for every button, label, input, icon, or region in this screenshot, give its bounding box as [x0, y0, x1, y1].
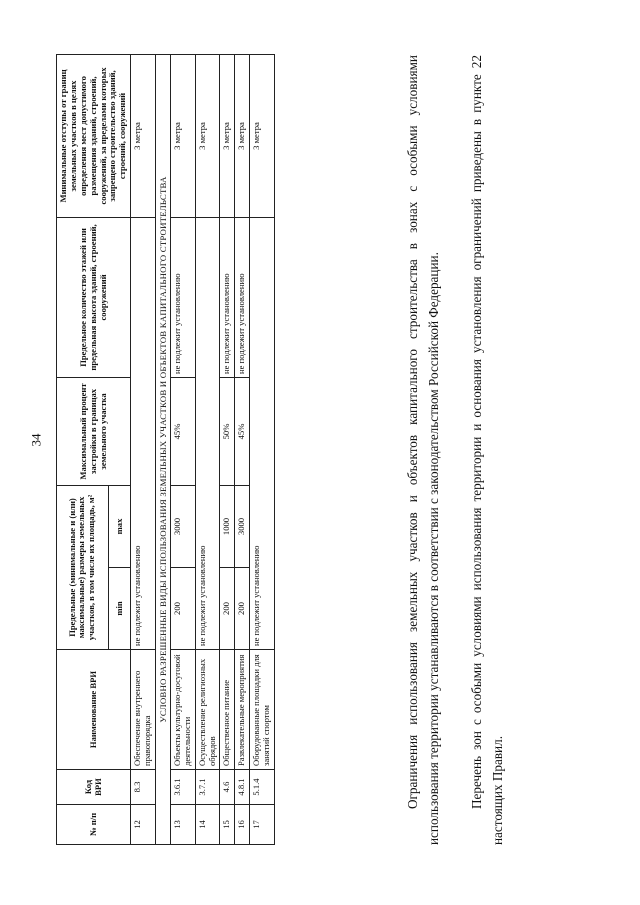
- table-row: [195, 54, 220, 844]
- row-num: 17: [250, 805, 275, 845]
- row-name: Оборудованные площадки для занятий спортом: [250, 650, 275, 770]
- header-max: max: [108, 485, 130, 567]
- row-setback: 3 метра: [235, 54, 250, 217]
- row-floors: не подлежит установлению: [235, 217, 250, 377]
- row-name: Развлекательные мероприятия: [235, 650, 250, 770]
- row-floors: не подлежит установлению: [220, 217, 235, 377]
- row-code: 4.6: [220, 770, 235, 805]
- row-size-merged: не подлежит установлению: [195, 217, 220, 649]
- header-setbacks: Минимальные отступы от границ земельных участков в целях определения мест допустимого размещения зданий, строений, сооружений, за пределами которых запрещено строительство зданий, строений, сооружений: [57, 54, 131, 217]
- row-size-merged: не подлежит установлению: [250, 217, 275, 649]
- row-code: 3.7.1: [195, 770, 220, 805]
- row-percent: 45%: [170, 377, 195, 485]
- row-name: Объекты культурно-досуговой деятельности: [170, 650, 195, 770]
- paragraph-restrictions: Ограничения использования земельных участков и объектов капитального строительства в зонах с особыми условиями использования территории устанавливаются в соответствии с законодательством Российской Федерации.: [405, 55, 441, 845]
- row-setback: 3 метра: [170, 54, 195, 217]
- row-setback: 3 метра: [220, 54, 235, 217]
- header-min: min: [108, 568, 130, 650]
- row-num: 12: [131, 805, 156, 845]
- row-code: 8.3: [131, 770, 156, 805]
- row-setback: 3 метра: [131, 54, 156, 217]
- row-min: 200: [235, 568, 250, 650]
- table-row: [250, 54, 275, 844]
- row-num: 14: [195, 805, 220, 845]
- row-num: 16: [235, 805, 250, 845]
- row-name: Обеспечение внутреннего правопорядка: [131, 650, 156, 770]
- row-code: 3.6.1: [170, 770, 195, 805]
- table-row: [235, 54, 250, 844]
- row-min: 200: [170, 568, 195, 650]
- header-name: Наименование ВРИ: [57, 650, 131, 770]
- row-percent: 50%: [220, 377, 235, 485]
- row-name: Общественное питание: [220, 650, 235, 770]
- header-percent: Максимальный процент застройки в границах земельного участка: [57, 377, 131, 485]
- header-num: № п/п: [57, 805, 131, 845]
- row-max: 1000: [220, 485, 235, 567]
- section-title-row: [155, 54, 170, 844]
- row-max: 3000: [235, 485, 250, 567]
- header-size-group: Предельные (минимальные и (или) максимальные) размеры земельных участков, в том числе их площадь, м²: [57, 485, 109, 649]
- row-size-merged: не подлежит установлению: [131, 217, 156, 649]
- row-min: 200: [220, 568, 235, 650]
- row-name: Осуществление религиозных обрядов: [195, 650, 220, 770]
- header-code: Код ВРИ: [57, 770, 131, 805]
- section-title: УСЛОВНО РАЗРЕШЕННЫЕ ВИДЫ ИСПОЛЬЗОВАНИЯ ЗЕМЕЛЬНЫХ УЧАСТКОВ И ОБЪЕКТОВ КАПИТАЛЬНОГО СТРОИТЕЛЬСТВА: [155, 54, 170, 844]
- row-code: 5.1.4: [250, 770, 275, 805]
- table-row: [131, 54, 156, 844]
- row-percent: 45%: [235, 377, 250, 485]
- page-number: 34: [28, 433, 44, 447]
- row-num: 13: [170, 805, 195, 845]
- row-max: 3000: [170, 485, 195, 567]
- row-code: 4.8.1: [235, 770, 250, 805]
- table-row: [220, 54, 235, 844]
- row-num: 15: [220, 805, 235, 845]
- table-header-row: [57, 54, 109, 844]
- row-setback: 3 метра: [195, 54, 220, 217]
- row-setback: 3 метра: [250, 54, 275, 217]
- zoning-parameters-table: [56, 54, 275, 845]
- table-row: [170, 54, 195, 844]
- paragraph-zones-list: Перечень зон с особыми условиями использования территории и основания установления ограничений приведены в пункте 22 настоящих Правил.: [469, 55, 505, 845]
- row-floors: не подлежит установлению: [170, 217, 195, 377]
- header-floors: Предельное количество этажей или предельная высота зданий, строений, сооружений: [57, 217, 131, 377]
